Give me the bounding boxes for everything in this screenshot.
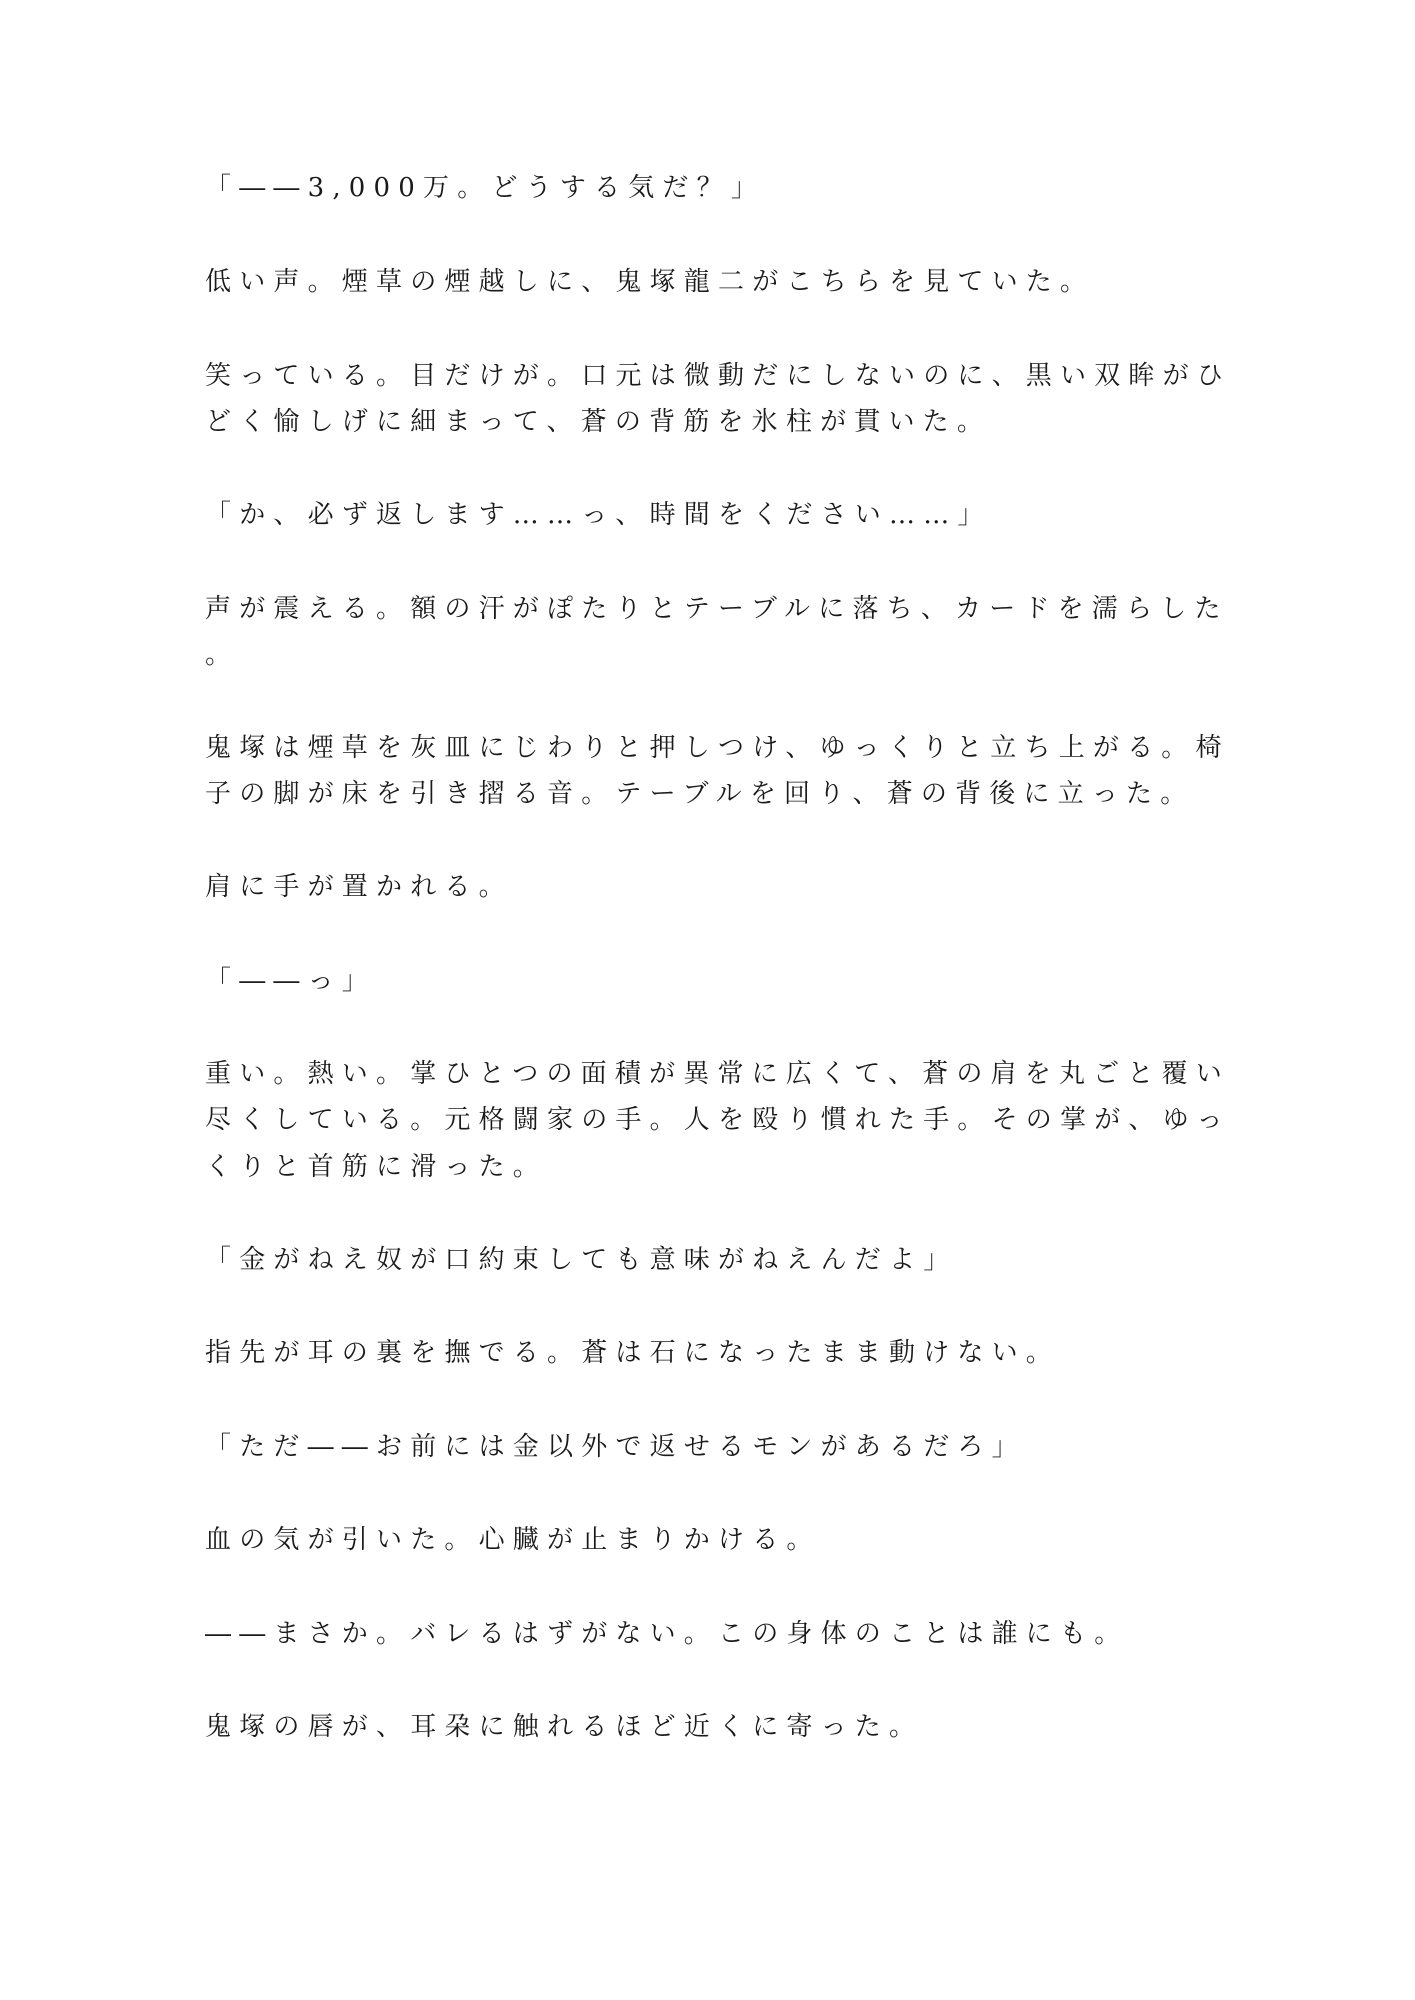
text-line: 「ただ――お前には金以外で返せるモンがあるだろ」: [205, 1432, 1026, 1462]
text-line: 子の脚が床を引き摺る音。テーブルを回り、蒼の背後に立った。: [205, 779, 1195, 809]
text-line: 「金がねえ奴が口約束しても意味がねえんだよ」: [205, 1245, 958, 1275]
text-line: ――まさか。バレるはずがない。この身体のことは誰にも。: [205, 1619, 1129, 1649]
text-line: 低い声。煙草の煙越しに、鬼塚龍二がこちらを見ていた。: [205, 267, 1095, 297]
text-line: 笑っている。目だけが。口元は微動だにしないのに、黒い双眸がひ: [205, 361, 1232, 391]
text-line: 肩に手が置かれる。: [205, 872, 513, 902]
text-line: 「――っ」: [205, 966, 377, 996]
text-line: 「――3,000万。どうする気だ？」: [205, 173, 766, 203]
text-line: くりと首筋に滑った。: [205, 1152, 548, 1182]
text-line: 尽くしている。元格闘家の手。人を殴り慣れた手。その掌が、ゆっ: [205, 1105, 1231, 1135]
text-line: 声が震える。額の汗がぽたりとテーブルに落ち、カードを濡らした: [205, 594, 1229, 624]
text-line: 「か、必ず返します……っ、時間をください……」: [205, 500, 992, 530]
text-line: 。: [205, 640, 240, 670]
text-line: どく愉しげに細まって、蒼の背筋を氷柱が貫いた。: [205, 407, 992, 437]
text-line: 重い。熱い。掌ひとつの面積が異常に広くて、蒼の肩を丸ごと覆い: [205, 1059, 1230, 1089]
text-line: 鬼塚の唇が、耳朶に触れるほど近くに寄った。: [205, 1712, 924, 1742]
text-line: 鬼塚は煙草を灰皿にじわりと押しつけ、ゆっくりと立ち上がる。椅: [205, 733, 1230, 763]
text-line: 指先が耳の裏を撫でる。蒼は石になったまま動けない。: [205, 1338, 1061, 1368]
text-line: 血の気が引いた。心臓が止まりかける。: [205, 1525, 821, 1555]
